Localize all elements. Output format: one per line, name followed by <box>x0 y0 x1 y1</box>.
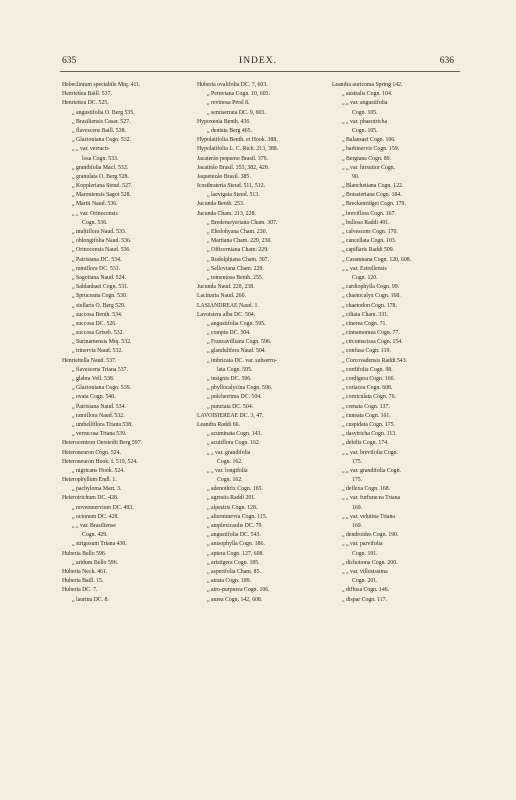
index-entry: „ dentata Berg 465. <box>207 127 252 134</box>
index-entry: „ cinnamomea Cogn. 77. <box>342 330 400 337</box>
index-entry: „ laevigata Steud. 513. <box>207 192 260 199</box>
index-entry: Hypoxenia Benth. 436. <box>197 118 251 125</box>
index-entry: „ oblongifolia Naud. 536. <box>72 238 132 245</box>
index-entry: „ Corcovadensis Raddi 543. <box>342 357 408 364</box>
index-entry: Jaquetezão Brasil. 385. <box>197 173 251 180</box>
index-entry: „ dendroides Cogn. 190. <box>342 532 399 539</box>
index-entry: „ strigosum Triana 430. <box>72 541 127 548</box>
index-entry: „ cuneata Cogn. 161. <box>342 412 391 419</box>
index-entry: „ pachyloma Mart. 3. <box>72 486 122 493</box>
index-entry: „ nigricans Hook. 524. <box>72 467 125 474</box>
index-entry: Henriettea Baill. 537. <box>62 91 112 98</box>
index-entry: LAVOISIEREAE DC. 3, 47. <box>197 412 264 419</box>
index-entry: Heterocentron Oerstedii Berg 597. <box>62 440 143 447</box>
index-entry: Cogn. 536. <box>82 219 108 226</box>
index-entry: „ flavescens Baill. 538. <box>72 127 126 134</box>
index-entry: „ compta DC. 504. <box>207 330 251 337</box>
index-entry: Heteroneuron Cogn. 524. <box>62 449 121 456</box>
index-entry: Lacinaria Naud. 260. <box>197 293 246 300</box>
index-column-2 <box>197 81 333 605</box>
index-entry: lata Cogn. 595. <box>217 366 253 373</box>
index-entry: „ „ var. angustifolia <box>342 100 388 107</box>
index-entry: 169. <box>352 504 363 511</box>
index-entry: „ umbelliflora Triana 538. <box>72 421 133 428</box>
index-entry: „ „ var. phaeotricha <box>342 118 388 125</box>
index-entry: „ angustifolia DC. 543. <box>207 532 261 539</box>
index-entry: Jucunda Naud. 228, 238. <box>197 284 255 291</box>
index-entry: „ chaetodon Cogn. 178. <box>342 302 397 309</box>
index-entry: „ aptera Cogn. 127, 608. <box>207 550 264 557</box>
index-entry: „ capillaris Raddi 509. <box>342 247 395 254</box>
index-entry: „ atro-purpurea Cogn. 106. <box>207 587 270 594</box>
index-entry: Cogn. 120. <box>352 274 378 281</box>
index-entry: „ acutiflora Cogn. 162. <box>207 440 261 447</box>
index-entry: losa Cogn. 533. <box>82 155 119 162</box>
index-column-3 <box>332 81 468 605</box>
index-entry: „ flavescens Triana 537. <box>72 366 129 373</box>
header-rule <box>60 71 460 72</box>
index-entry: „ dispar Cogn. 117. <box>342 596 388 603</box>
index-entry: „ aridum Bello 596. <box>72 559 119 566</box>
index-entry: „ Patrisiana Naud. 534. <box>72 403 126 410</box>
index-entry: „ atrata Cogn. 189. <box>207 578 251 585</box>
index-entry: „ insignis DC. 596. <box>207 376 252 382</box>
index-entry: „ australis Cogn. 104. <box>342 91 393 98</box>
index-entry: „ Brasiliensis Casar. 527. <box>72 118 131 125</box>
index-entry: „ trinervia Naud. 532. <box>72 348 123 355</box>
index-entry: „ cardiophylla Cogn. 99. <box>342 284 400 291</box>
index-entry: „ punctata DC. 504. <box>207 403 254 410</box>
index-entry: „ Caramuana Cogn. 120, 608. <box>342 256 412 263</box>
index-entry: „ agrestis Raddi 201. <box>207 495 256 502</box>
index-entry: Jacatirão Brasil. 353, 382, 420. <box>197 164 270 171</box>
index-entry: „ grandifolia Macf. 532. <box>72 164 129 171</box>
index-entry: „ „ var. hirsutior Cogn. <box>342 164 396 171</box>
index-entry: Huberia Neck. 461. <box>62 568 108 575</box>
index-entry: 175. <box>352 458 363 465</box>
index-entry: Cogn. 105. <box>352 127 378 134</box>
index-entry: „ anisophylla Cogn. 186. <box>207 541 265 548</box>
index-entry: „ Sagotiana Naud. 524. <box>72 274 126 281</box>
index-entry: „ barbinervis Cogn. 159. <box>342 146 400 153</box>
index-entry: Cogn. 162. <box>217 477 243 484</box>
index-entry: „ chaetocalyx Cogn. 168. <box>342 293 401 300</box>
index-entry: „ Glaziouiana Cogn. 532. <box>72 137 132 144</box>
index-entry: „ adenothrix Cogn. 165. <box>207 486 263 493</box>
index-entry: „ angustifolia O. Berg 535. <box>72 109 135 116</box>
index-entry: „ succosa Griseb. 532. <box>72 330 124 337</box>
index-entry: „ calvescens Cogn. 170. <box>342 229 398 235</box>
index-entry: „ confusa Cogn. 119. <box>342 348 391 355</box>
index-entry: 90. <box>352 173 360 180</box>
index-entry: Huberia Baill. 15. <box>62 578 104 585</box>
index-entry: „ Glaziouiana Cogn. 539. <box>72 385 132 392</box>
index-entry: „ aristigera Cogn. 185. <box>207 559 260 566</box>
index-entry: Cogn. 162. <box>217 458 243 465</box>
index-entry: „ crenata Cogn. 137. <box>342 403 390 410</box>
index-entry: Henriettea DC. 525. <box>62 100 109 107</box>
index-entry: Huberia ovalifolia DC. 7, 603. <box>197 82 268 88</box>
index-entry: „ „ var. grandifolia <box>207 449 251 456</box>
index-entry: „ „ var. grandifolia Cogn. <box>342 467 401 474</box>
index-entry: „ „ var. villosissima <box>342 568 388 575</box>
index-entry: „ „ var. verrucu- <box>72 146 110 153</box>
index-entry: „ Breckenridgei Cogn. 179. <box>342 201 406 208</box>
index-entry: „ stellaris O. Berg 529. <box>72 302 126 309</box>
index-entry: „ Martii Naud. 536. <box>72 201 118 208</box>
index-entry: „ Orinocensis Naud. 536. <box>72 247 131 254</box>
index-entry: „ succosa Benth. 534. <box>72 311 123 318</box>
index-entry: „ octonum DC. 428. <box>72 513 119 520</box>
page-title: INDEX. <box>239 56 277 66</box>
index-entry: Huberia Bello 596. <box>62 550 107 557</box>
index-entry: „ „ var. Estrellensis <box>342 265 387 272</box>
index-entry: Cogn. 191. <box>352 550 378 557</box>
index-entry: „ cancellata Cogn. 103. <box>342 238 397 245</box>
index-entry: „ Balansaei Cogn. 106. <box>342 137 396 144</box>
index-entry: Jacaterão pequeno Brasil. 379. <box>197 155 268 162</box>
index-entry: „ Blanchetiana Cogn. 122. <box>342 183 404 190</box>
index-entry: „ „ var. Orinocensis <box>72 210 118 217</box>
index-entry: „ Koppleriana Steud. 527. <box>72 183 133 190</box>
index-entry: „ dichotoma Cogn. 200. <box>342 559 398 566</box>
index-entry: „ diffusa Cogn. 146. <box>342 587 390 594</box>
page-number-left: 635 <box>62 56 77 66</box>
index-entry: „ pulcherrima DC. 504. <box>207 394 262 401</box>
index-entry: „ asperifolia Cham. 85. <box>207 568 261 575</box>
index-entry: „ „ var. parvifolia <box>342 541 383 548</box>
index-entry: Heterotrichum DC. 428. <box>62 495 119 502</box>
index-entry: Lavoisiera alba DC. 504. <box>197 311 256 318</box>
index-entry: „ Selloviana Cham. 229. <box>207 265 264 272</box>
index-entry: „ corniculata Cogn. 76. <box>342 394 396 401</box>
index-entry: „ Saldanhaei Cogn. 531. <box>72 284 129 291</box>
index-entry: „ acuminata Cogn. 143. <box>207 431 262 438</box>
index-entry: Heteroneuron Hook. f. 519, 524. <box>62 458 138 465</box>
index-entry: „ cordifolia Cogn. 98. <box>342 366 393 373</box>
index-entry: „ cordigera Cogn. 166. <box>342 376 395 382</box>
index-entry: „ phyllocalycina Cogn. 596. <box>207 385 273 392</box>
index-entry: Jucunda Cham. 213, 228. <box>197 210 256 217</box>
index-entry: „ „ var. longifolia <box>207 467 248 474</box>
index-entry: „ Patrisiana DC. 534. <box>72 256 122 263</box>
page-number-right: 636 <box>439 56 454 66</box>
index-entry: „ breviflora Cogn. 167. <box>342 210 396 217</box>
index-entry: „ cuspidata Cogn. 175. <box>342 421 395 428</box>
index-entry: „ deflexa Cogn. 168. <box>342 486 391 493</box>
index-entry: „ Peruviana Cogn. 10, 603. <box>207 91 270 98</box>
page-header <box>0 56 516 70</box>
index-entry: „ „ var. brevifolia Cogn. <box>342 449 399 456</box>
index-entry: Icosthrateria Steud. 511, 512. <box>197 183 266 190</box>
index-entry: Henriettella Naud. 537. <box>62 357 117 364</box>
index-entry: „ dasytricha Cogn. 113. <box>342 431 397 438</box>
index-entry: „ ramiflora DC. 531. <box>72 265 121 272</box>
index-entry: „ amplexicaulis DC. 79. <box>207 523 263 529</box>
index-entry: „ Bergiana Cogn. 89. <box>342 155 391 162</box>
index-entry: „ novemnervium DC. 493. <box>72 504 134 511</box>
index-entry: „ Martiana Cham. 229, 230. <box>207 238 272 245</box>
index-entry: „ Spruceana Cogn. 530. <box>72 293 128 300</box>
index-entry: Cogn. 105. <box>352 109 378 116</box>
index-entry: „ bullosa Raddi 491. <box>342 219 390 226</box>
index-entry: „ alterninervia Cogn. 115. <box>207 513 268 520</box>
index-entry: Cogn. 429. <box>82 532 108 539</box>
index-entry: „ angustifolia Cogn. 595. <box>207 320 266 327</box>
index-entry: „ tomentosa Benth. 255. <box>207 274 264 281</box>
index-entry: Jucunda Benth. 253. <box>197 201 245 208</box>
index-entry: „ „ var. velutina Triana <box>342 513 395 520</box>
index-entry: „ Surinamensis Miq. 532. <box>72 339 132 346</box>
index-entry: 169. <box>352 523 363 529</box>
index-entry: „ „ var. furfuracea Triana <box>342 495 401 502</box>
index-entry: „ revinosa Presl 8. <box>207 100 250 107</box>
index-entry: Hebeclinium spectabile Miq. 411. <box>62 82 141 88</box>
index-entry: 175. <box>352 477 363 484</box>
index-entry: „ ovata Cogn. 540. <box>72 394 116 401</box>
index-column-1 <box>62 81 198 605</box>
index-entry: Heterophyllum Endl. 1. <box>62 477 117 484</box>
index-entry: „ semiserrata DC. 9, 603. <box>207 109 266 116</box>
index-entry: Huberia DC. 7. <box>62 587 98 594</box>
index-entry: „ ciliata Cham. 331. <box>342 311 389 318</box>
index-entry: „ glandulifera Naud. 504. <box>207 348 267 355</box>
index-entry: Cogn. 201. <box>352 578 378 585</box>
index-entry: Hypolatifolia L. C. Rich. 213, 388. <box>197 146 279 153</box>
index-entry: „ „ var. Brasiliense <box>72 523 116 529</box>
index-entry: „ circumscissa Cogn. 154. <box>342 339 403 346</box>
index-entry: „ cinerea Cogn. 71. <box>342 320 387 327</box>
index-entry: „ succosa DC. 526. <box>72 320 117 327</box>
index-entry: „ granulata O. Berg 528. <box>72 173 129 180</box>
index-entry: „ Bredemeyeriana Cham. 307. <box>207 219 278 226</box>
index-entry: „ coriacea Cogn. 608. <box>342 385 393 392</box>
index-entry: „ Officerniana Cham. 229. <box>207 247 269 254</box>
index-entry: „ laurina DC. 8. <box>72 596 109 603</box>
index-entry: „ Rudolphiana Cham. 307. <box>207 256 269 263</box>
index-entry: „ multiflora Naud. 533. <box>72 229 127 235</box>
index-entry: „ aurea Cogn. 142, 608. <box>207 596 263 603</box>
index-entry: „ alpestris Cogn. 128. <box>207 504 258 511</box>
index-entry: „ Boissieriana Cogn. 184. <box>342 192 402 199</box>
index-entry: Hypolatifolia Benth. et Hook. 388. <box>197 137 278 144</box>
index-entry: Leandra auricoma Spring 142. <box>332 82 403 88</box>
index-entry: „ Maroniensis Sagot 528. <box>72 192 131 199</box>
index-entry: „ glabra Vell. 538. <box>72 376 115 382</box>
index-entry: „ imbricata DC. var. subserru- <box>207 357 277 364</box>
index-entry: „ verrucosa Triana 539. <box>72 431 127 438</box>
index-entry: „ Francavilliana Cogn. 596. <box>207 339 272 346</box>
index-entry: „ debilis Cogn. 174. <box>342 440 389 447</box>
index-entry: LASIANDREAE Naud. 1. <box>197 302 259 309</box>
index-entry: „ ramiflora Naud. 532. <box>72 412 125 419</box>
index-entry: „ Eholohyana Cham. 230. <box>207 229 268 235</box>
index-entry: Leandra Raddi 66. <box>197 421 240 428</box>
